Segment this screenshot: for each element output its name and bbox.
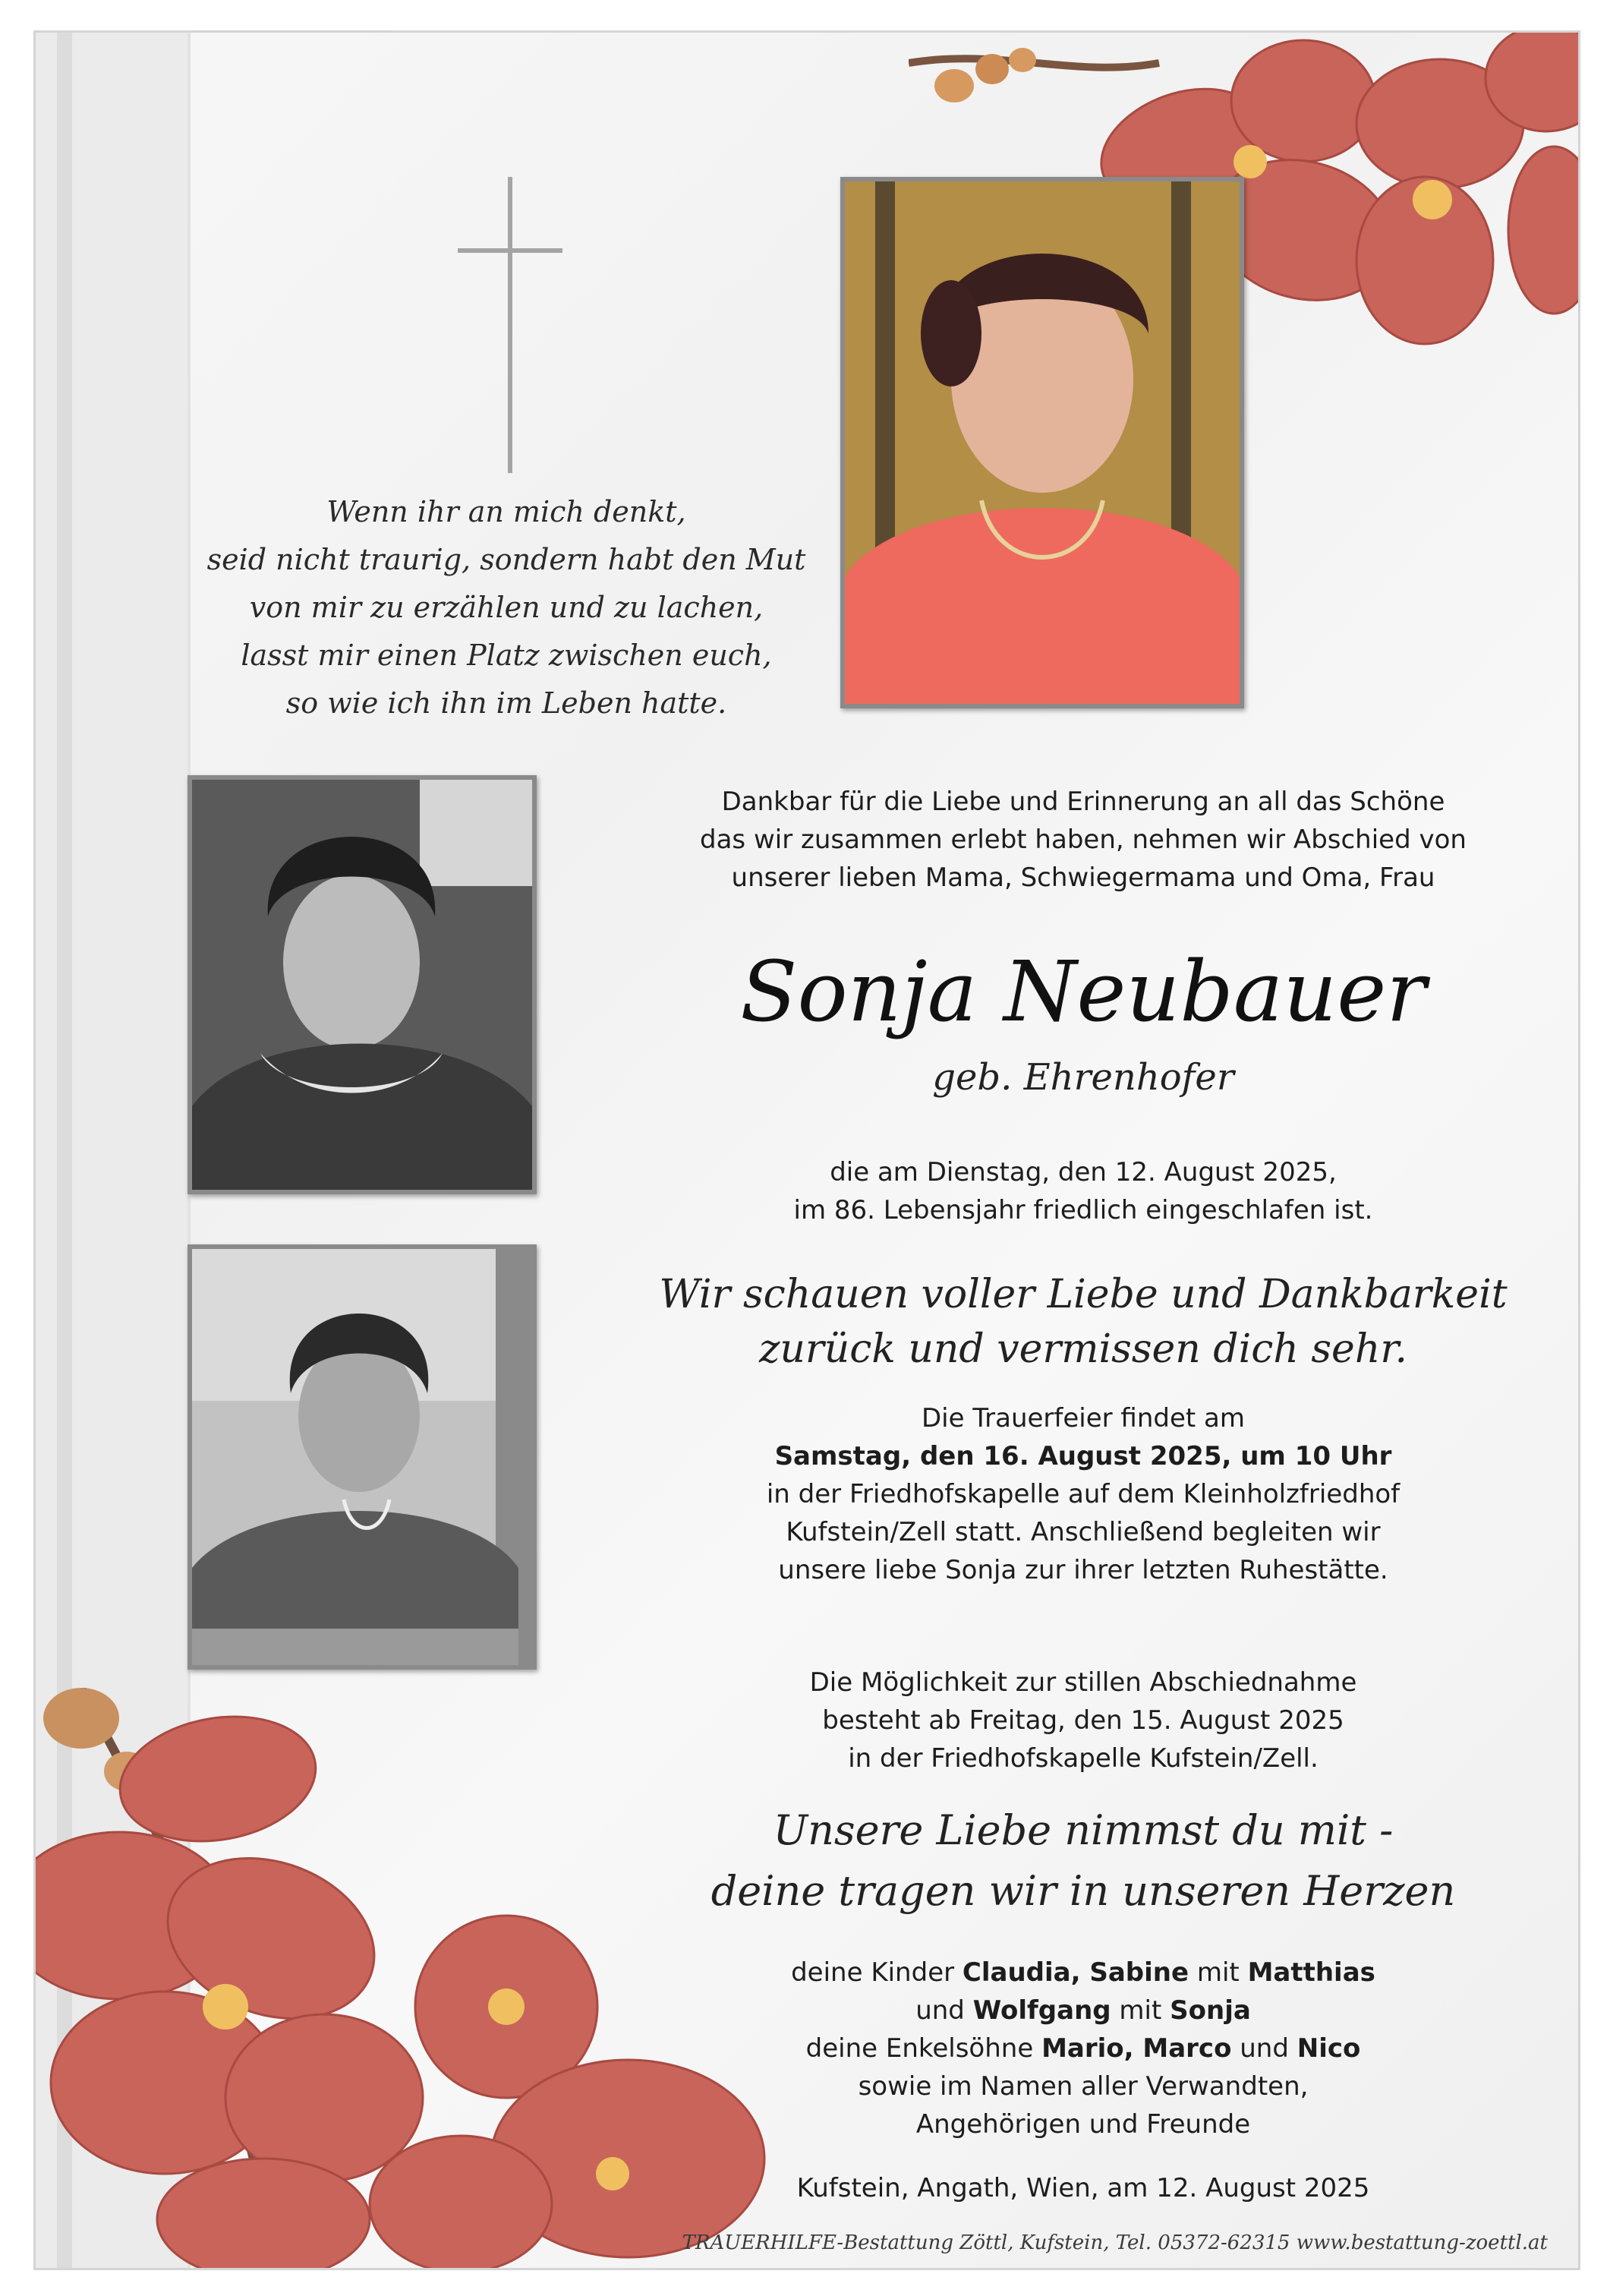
portrait-photo [840,177,1244,708]
family-line: sowie im Namen aller Verwandten, [858,2071,1309,2102]
funeral-line: unsere liebe Sonja zur ihrer letzten Ruhestätte. [778,1555,1388,1585]
family-line-son: und Wolfgang mit Sonja [915,1995,1251,2026]
memorial-poem [203,488,810,727]
poem-line: so wie ich ihn im Leben hatte. [285,686,727,720]
senior-photo [187,1244,537,1670]
family-line-children: deine Kinder Claudia, Sabine mit Matthias [791,1957,1375,1988]
death-line: die am Dienstag, den 12. August 2025, [830,1157,1337,1187]
poem-line: Wenn ihr an mich denkt, [326,495,686,528]
place-date: Kufstein, Angath, Wien, am 12. August 2025 [796,2173,1370,2203]
intro-line: Dankbar für die Liebe und Erinnerung an all das Schöne [721,787,1445,817]
death-line: im 86. Lebensjahr friedlich eingeschlafen ist. [793,1195,1373,1225]
funeral-home-footer: TRAUERHILFE-Bestattung Zöttl, Kufstein, Tel. 05372-62315 www.bestattung-zoettl.at [682,2231,1548,2254]
maiden-name: geb. Ehrenhofer [932,1056,1234,1099]
obituary-page [33,30,1580,2270]
viewing-info [628,1664,1539,1777]
funeral-line: in der Friedhofskapelle auf dem Kleinholzfriedhof [766,1479,1400,1509]
motto-line: Wir schauen voller Liebe und Dankbarkeit [659,1272,1508,1317]
intro-line: das wir zusammen erlebt haben, nehmen wir Abschied von [700,825,1467,855]
deceased-name: Sonja Neubauer [740,943,1426,1040]
funeral-date: Samstag, den 16. August 2025, um 10 Uhr [774,1441,1392,1471]
closing-motto-line: deine tragen wir in unseren Herzen [710,1867,1456,1915]
young-photo [187,775,537,1194]
intro-text [628,783,1539,897]
intro-line: unserer lieben Mama, Schwiegermama und Oma, Frau [731,863,1435,893]
motto-text [628,1267,1539,1377]
poem-line: lasst mir einen Platz zwischen euch, [241,639,772,672]
viewing-line: Die Möglichkeit zur stillen Abschiednahme [809,1667,1357,1698]
family-signatures [628,1954,1539,2143]
family-line-grandsons: deine Enkelsöhne Mario, Marco und Nico [805,2033,1361,2064]
motto-line: zurück und vermissen dich sehr. [759,1326,1407,1372]
poem-line: seid nicht traurig, sondern habt den Mut [206,543,806,576]
family-line: Angehörigen und Freunde [915,2109,1251,2140]
death-notice [628,1153,1539,1229]
closing-motto-line: Unsere Liebe nimmst du mit - [773,1806,1394,1854]
funeral-line: Die Trauerfeier findet am [922,1403,1245,1433]
viewing-line: besteht ab Freitag, den 15. August 2025 [822,1705,1344,1736]
funeral-line: Kufstein/Zell statt. Anschließend begleiten wir [786,1517,1381,1547]
funeral-info [628,1399,1539,1589]
closing-motto [628,1800,1539,1922]
poem-line: von mir zu erzählen und zu lachen, [249,591,764,624]
viewing-line: in der Friedhofskapelle Kufstein/Zell. [848,1743,1319,1774]
